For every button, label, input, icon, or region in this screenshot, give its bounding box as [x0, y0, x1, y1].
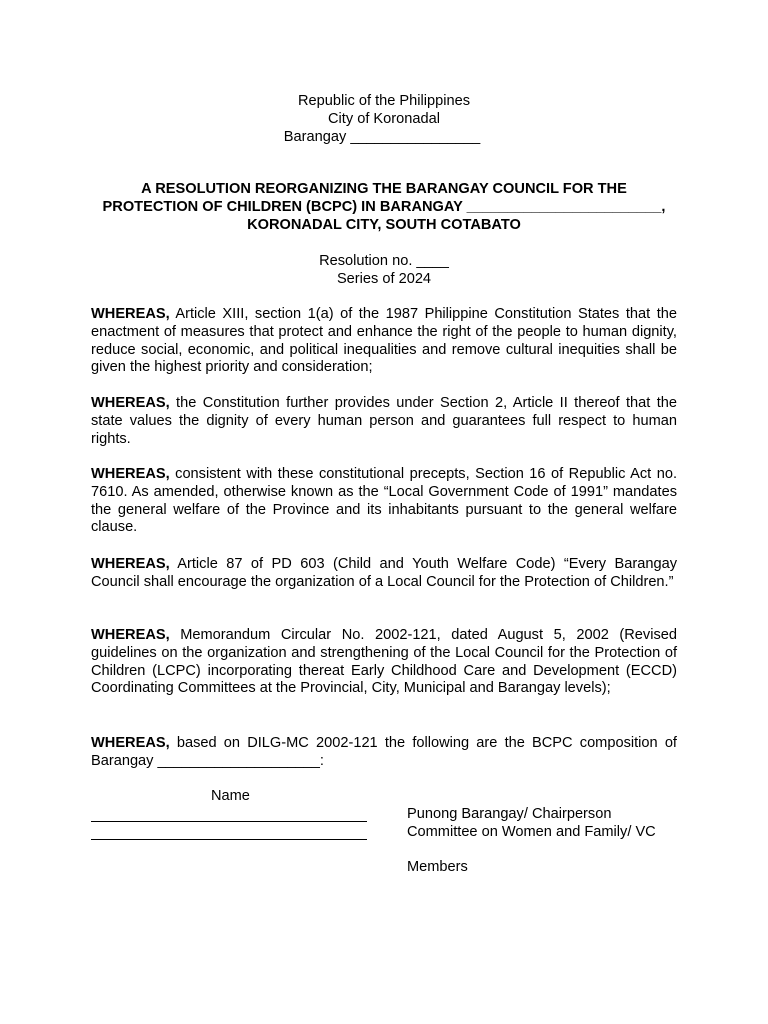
whereas-paragraph-3: [91, 466, 677, 537]
whereas-lead: WHEREAS,: [91, 306, 170, 322]
role-chairperson: Punong Barangay/ Chairperson: [407, 806, 612, 822]
whereas-paragraph-2: [91, 395, 677, 448]
whereas-lead: WHEREAS,: [91, 556, 170, 572]
name-blank-line-2: [91, 824, 367, 840]
members-header: Members: [407, 859, 468, 875]
whereas-paragraph-6: [91, 735, 677, 771]
document-header: [0, 93, 768, 147]
resolution-number-block: [0, 253, 768, 289]
name-column-header: Name: [211, 788, 250, 804]
title-line-3: KORONADAL CITY, SOUTH COTABATO: [247, 217, 521, 233]
whereas-text: the Constitution further provides under Section 2, Article II thereof that the state values the dignity of every human person and guarantees full respect to human rights.: [91, 395, 677, 447]
whereas-text: Memorandum Circular No. 2002-121, dated August 5, 2002 (Revised guidelines on the organization and strengthening of the Local Council for the Protection of Children (LCPC) incorporating thereat Early Childhood Care and Development (ECCD) Coordinating Committees at the Provincial, City, Municipal and Barangay levels);: [91, 627, 677, 697]
whereas-paragraph-1: [91, 306, 677, 377]
resolution-title: [88, 181, 680, 235]
name-blank-line-1: [91, 806, 367, 822]
whereas-lead: WHEREAS,: [91, 627, 170, 643]
whereas-lead: WHEREAS,: [91, 395, 170, 411]
whereas-lead: WHEREAS,: [91, 735, 170, 751]
title-line-2: PROTECTION OF CHILDREN (BCPC) IN BARANGAY ________________________,: [102, 199, 666, 215]
whereas-text: Article XIII, section 1(a) of the 1987 Philippine Constitution States that the enactment of measures that protect and enhance the right of the people to human dignity, reduce social, economic, and political inequalities and remove cultural inequities shall be given the highest priority and consideration;: [91, 306, 677, 376]
header-city: City of Koronadal: [328, 111, 440, 127]
title-line-1: A RESOLUTION REORGANIZING THE BARANGAY COUNCIL FOR THE: [141, 181, 627, 197]
whereas-paragraph-5: [91, 627, 677, 698]
whereas-text: based on DILG-MC 2002-121 the following are the BCPC composition of Barangay ____________________:: [91, 735, 677, 769]
resolution-series: Series of 2024: [336, 271, 432, 287]
whereas-text: consistent with these constitutional precepts, Section 16 of Republic Act no. 7610. As amended, otherwise known as the “Local Government Code of 1991” mandates the general welfare of the Province and its inhabitants pursuant to the general welfare clause.: [91, 466, 677, 536]
whereas-lead: WHEREAS,: [91, 466, 170, 482]
whereas-paragraph-4: [91, 556, 677, 592]
whereas-text: Article 87 of PD 603 (Child and Youth Welfare Code) “Every Barangay Council shall encourage the organization of a Local Council for the Protection of Children.”: [91, 556, 677, 590]
header-barangay: Barangay ________________: [283, 129, 481, 145]
resolution-number: Resolution no. ____: [319, 253, 449, 269]
role-vice-chair: Committee on Women and Family/ VC: [407, 824, 656, 840]
header-country: Republic of the Philippines: [298, 93, 470, 109]
